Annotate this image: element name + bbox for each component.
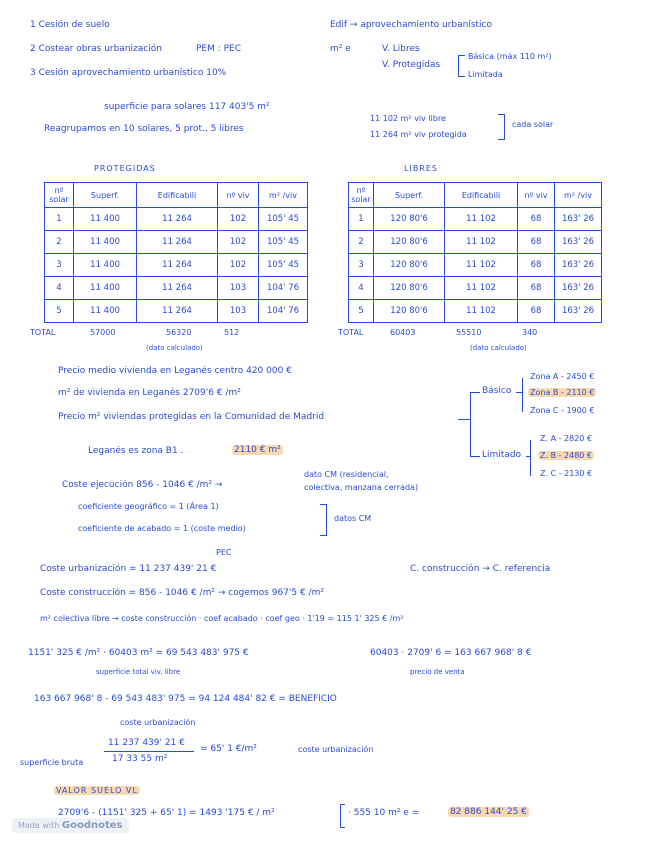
table-cell: 11 102 [445,277,518,300]
protegida-per-solar: 11 264 m² viv protegida [370,130,467,139]
table-cell: 68 [518,277,555,300]
cada-solar-brace [498,114,505,140]
watermark-made: Made with [18,821,60,830]
protegidas-brace [458,55,465,77]
table-cell: 104' 76 [259,300,308,323]
valor-mult: · 555 10 m² e = [348,808,420,818]
tree-connector [522,378,523,412]
table-row [45,300,308,323]
libres-total-superf: 60403 [390,328,416,337]
calc-libre: 1151' 325 € /m² · 60403 m² = 69 543 483' 975 € [28,648,249,658]
valor-result: 82 886 144' 25 € [450,807,527,817]
valor-suelo-label: VALOR SUELO VL [56,786,138,795]
table-cell: 11 400 [74,277,137,300]
table-header-row [349,183,602,208]
table-cell: 102 [218,231,259,254]
column-header: Edificabili [445,183,518,208]
superficie-bruta-label: superficie bruta [20,758,84,767]
table-cell: 11 264 [137,300,218,323]
fraction-denominator: 17 33 55 m² [112,754,168,764]
valor-formula: 2709'6 - (1151' 325 + 65' 1) = 1493 '175 € / m² [58,808,275,818]
table-cell: 11 264 [137,208,218,231]
table-cell: 2 [45,231,74,254]
calc-libre-note: superficie total viv. libre [96,668,181,676]
watermark-brand: Goodnotes [61,820,123,831]
column-header: nº viv [218,183,259,208]
table-cell: 163' 26 [555,254,602,277]
basica-label: Básica (máx 110 m²) [468,52,552,61]
zona-c: Zona C - 1900 € [530,406,595,415]
table-row [349,277,602,300]
table-cell: 1 [349,208,374,231]
table-row [45,231,308,254]
precio-m2: m² de vivienda en Leganés 2709'6 € /m² [58,388,241,398]
tree-connector [470,392,480,393]
fraction-note: coste urbanización [298,745,374,754]
libre-per-solar: 11 102 m² viv libre [370,114,446,123]
pec-label: PEC [216,548,232,557]
m2e-label: m² e [330,44,351,54]
protegidas-total-label: TOTAL [30,328,56,337]
table-cell: 120 80'6 [374,300,445,323]
tree-connector [470,456,480,457]
libres-dato: (dato calculado) [470,344,527,352]
valor-bracket [340,804,345,828]
table-cell: 11 102 [445,231,518,254]
libres-title: LIBRES [404,164,438,173]
table-row [45,208,308,231]
column-header: Edificabili [137,183,218,208]
protegidas-total-viv: 512 [224,328,240,337]
libres-label: V. Libres [382,44,420,54]
column-header: Superf. [374,183,445,208]
table-cell: 1 [45,208,74,231]
column-header: m² /viv [259,183,308,208]
table-cell: 11 400 [74,231,137,254]
table-cell: 102 [218,254,259,277]
basico-label: Básico [482,386,512,396]
m2-colectiva: m² colectiva libre → coste construcción · coef acabado · coef geo · 1'19 = 115 1' 325 € /m² [40,614,404,623]
leganes-valor: 2110 € m² [234,445,281,455]
libres-total-label: TOTAL [338,328,364,337]
table-cell: 102 [218,208,259,231]
coste-urb-arrow-label: coste urbanización [120,718,196,727]
fraction-bar [104,751,194,752]
column-header: m² /viv [555,183,602,208]
table-cell: 11 102 [445,208,518,231]
table-cell: 104' 76 [259,277,308,300]
zona-a: Zona A - 2450 € [530,372,595,381]
table-cell: 163' 26 [555,208,602,231]
protegidas-total-edif: 56320 [166,328,192,337]
pem-pec: PEM : PEC [196,44,242,54]
table-cell: 120 80'6 [374,254,445,277]
table-cell: 5 [45,300,74,323]
libres-total-edif: 55510 [456,328,482,337]
table-cell: 120 80'6 [374,231,445,254]
table-cell: 4 [349,277,374,300]
table-row [349,208,602,231]
table-row [45,254,308,277]
protegidas-dato: (dato calculado) [146,344,203,352]
limitada-label: Limitada [468,70,503,79]
protegidas-label: V. Protegidas [382,60,441,70]
fraction-numerator: 11 237 439' 21 € [108,738,185,748]
table-row [349,231,602,254]
table-cell: 120 80'6 [374,208,445,231]
leganes-zona: Leganés es zona B1 . [88,446,184,456]
fraction-result: = 65' 1 €/m² [200,744,257,754]
column-header: nº solar [349,183,374,208]
datos-cm-brace [320,504,327,536]
table-cell: 163' 26 [555,277,602,300]
table-cell: 11 264 [137,277,218,300]
table-row [349,254,602,277]
table-cell: 68 [518,300,555,323]
table-cell: 11 264 [137,231,218,254]
column-header: Superf. [74,183,137,208]
libres-total-viv: 340 [522,328,538,337]
intro-item-1: 1 Cesión de suelo [30,20,110,30]
tree-connector [458,419,470,420]
table-cell: 103 [218,300,259,323]
table-cell: 105' 45 [259,231,308,254]
precio-medio: Precio medio vivienda en Leganés centro 420 000 € [58,366,292,376]
intro-item-3: 3 Cesión aprovechamiento urbanístico 10% [30,68,227,78]
table-cell: 11 400 [74,300,137,323]
table-cell: 11 400 [74,254,137,277]
tree-connector [530,440,531,476]
precio-protegidas: Precio m² viviendas protegidas en la Comunidad de Madrid [58,412,325,422]
table-row [45,277,308,300]
libres-table [348,182,602,323]
column-header: nº solar [45,183,74,208]
table-cell: 163' 26 [555,300,602,323]
z-b: Z. B - 2480 € [540,451,593,460]
coste-construccion: Coste construcción = 856 - 1046 € /m² → cogemos 967'5 € /m² [40,588,324,598]
reagrupamos-line: Reagrupamos en 10 solares, 5 prot., 5 libres [44,124,244,134]
datos-cm-label: datos CM [334,514,372,523]
table-cell: 105' 45 [259,208,308,231]
tree-connector [516,392,522,393]
table-cell: 11 400 [74,208,137,231]
dato-cm-1: dato CM (residencial, [304,470,389,479]
coef-acabado: coeficiente de acabado = 1 (coste medio) [78,524,246,533]
table-cell: 120 80'6 [374,277,445,300]
table-cell: 68 [518,231,555,254]
table-cell: 2 [349,231,374,254]
coste-urbanizacion: Coste urbanización = 11 237 439' 21 € [40,564,217,574]
z-c: Z. C - 2130 € [540,469,593,478]
table-cell: 3 [349,254,374,277]
intro-item-2: 2 Costear obras urbanización [30,44,162,54]
edif-line: Edif → aprovechamiento urbanístico [330,20,493,30]
z-a: Z. A - 2820 € [540,434,593,443]
calc-venta: 60403 · 2709' 6 = 163 667 968' 8 € [370,648,532,658]
protegidas-title: PROTEGIDAS [94,164,156,173]
table-cell: 68 [518,208,555,231]
table-cell: 5 [349,300,374,323]
table-cell: 11 264 [137,254,218,277]
table-cell: 163' 26 [555,231,602,254]
table-cell: 105' 45 [259,254,308,277]
table-cell: 68 [518,254,555,277]
table-row [349,300,602,323]
coef-geografico: coeficiente geográfico = 1 (Área 1) [78,502,219,511]
limitado-label: Limitado [482,450,522,460]
table-cell: 4 [45,277,74,300]
protegidas-total-superf: 57000 [90,328,116,337]
goodnotes-watermark [12,818,129,833]
coste-ejecucion: Coste ejecución 856 - 1046 € /m² → [62,480,223,490]
table-cell: 11 102 [445,254,518,277]
table-cell: 3 [45,254,74,277]
column-header: nº viv [518,183,555,208]
tree-connector [526,456,530,457]
table-header-row [45,183,308,208]
beneficio-line: 163 667 968' 8 - 69 543 483' 975 = 94 124 484' 82 € = BENEFICIO [34,694,337,704]
cada-solar-label: cada solar [512,120,554,129]
table-cell: 11 102 [445,300,518,323]
calc-venta-note: precio de venta [410,668,465,676]
dato-cm-2: colectiva, manzana cerrada) [304,483,419,492]
protegidas-table [44,182,308,323]
c-construccion: C. construcción → C. referencia [410,564,551,574]
superficie-line: superficie para solares 117 403'5 m² [104,102,270,112]
zona-b: Zona B - 2110 € [530,388,595,397]
tree-connector [470,392,471,456]
table-cell: 103 [218,277,259,300]
